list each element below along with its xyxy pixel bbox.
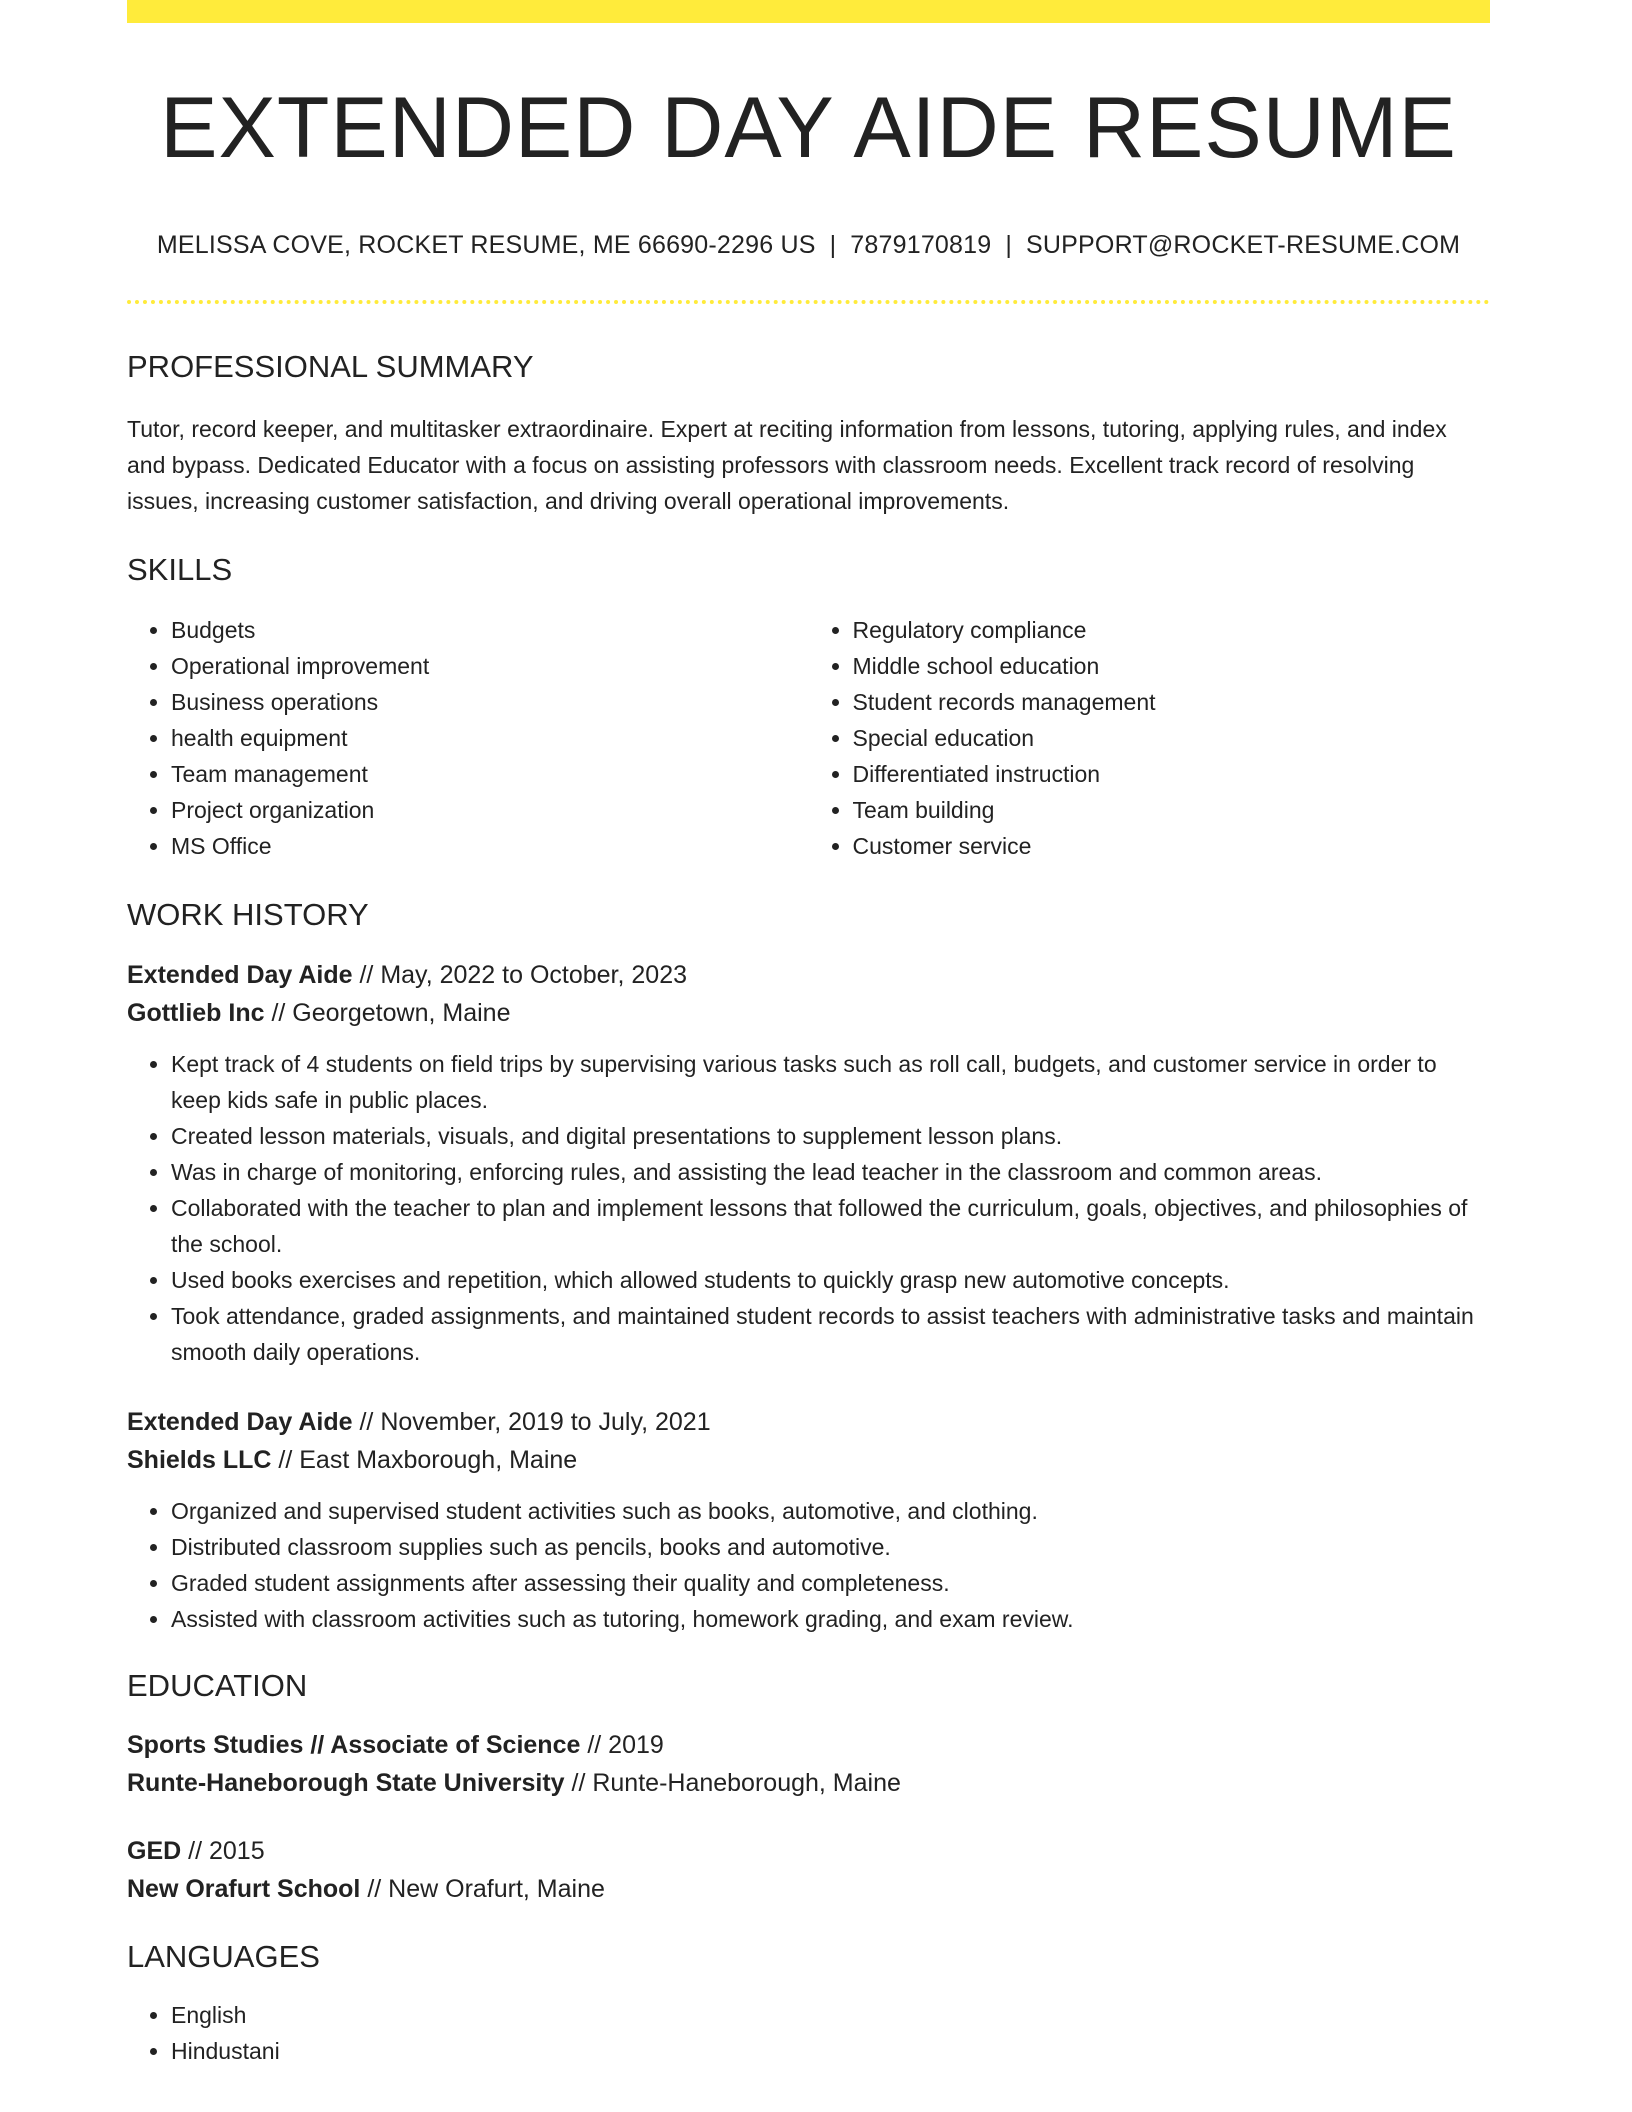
skill-item: • Special education	[853, 720, 1491, 756]
language-item: • Hindustani	[171, 2033, 1490, 2069]
summary-heading: PROFESSIONAL SUMMARY	[127, 349, 534, 384]
job-location: // East Maxborough, Maine	[278, 1445, 578, 1474]
job-company-line	[127, 1441, 1490, 1479]
job-location: // Georgetown, Maine	[271, 998, 511, 1027]
education-location: // New Orafurt, Maine	[367, 1874, 605, 1903]
work-history-heading: WORK HISTORY	[127, 897, 369, 933]
resume-page	[127, 0, 1490, 2069]
education-school-line	[127, 1870, 1490, 1908]
skill-item: • Project organization	[171, 792, 809, 828]
education-year: // 2015	[188, 1836, 265, 1865]
skills-heading: SKILLS	[127, 552, 233, 588]
contact-separator: |	[829, 231, 837, 259]
education-degree-line	[127, 1832, 1490, 1870]
responsibility-item: • Took attendance, graded assignments, and maintained student records to assist teachers with administrative tasks and maintain smooth daily operations.	[171, 1298, 1490, 1370]
responsibility-item: • Organized and supervised student activities such as books, automotive, and clothing.	[171, 1493, 1490, 1529]
job-dates: // May, 2022 to October, 2023	[359, 960, 687, 989]
accent-top-bar	[127, 0, 1490, 23]
responsibility-item: • Created lesson materials, visuals, and digital presentations to supplement lesson plans.	[171, 1118, 1490, 1154]
resume-title: EXTENDED DAY AIDE RESUME	[160, 80, 1457, 176]
languages-list	[127, 1997, 1490, 2069]
education-entry	[127, 1832, 1490, 1908]
summary-text: Tutor, record keeper, and multitasker extraordinaire. Expert at reciting information from lessons, tutoring, applying rules, and index and bypass. Dedicated Educator with a focus on assisting professors with classroom needs. Excellent track record of resolving issues, increasing customer satisfaction, and driving overall operational improvements.	[127, 416, 1447, 515]
contact-email: SUPPORT@ROCKET-RESUME.COM	[1026, 231, 1461, 259]
dotted-divider	[127, 300, 1490, 304]
skill-item: • health equipment	[171, 720, 809, 756]
responsibility-item: • Graded student assignments after assessing their quality and completeness.	[171, 1565, 1490, 1601]
job-title: Extended Day Aide	[127, 1407, 353, 1436]
job-title-line	[127, 956, 1490, 994]
skill-item: • Differentiated instruction	[853, 756, 1491, 792]
job-title: Extended Day Aide	[127, 960, 353, 989]
contact-separator: |	[1005, 231, 1013, 259]
responsibility-item: • Assisted with classroom activities such as tutoring, homework grading, and exam review.	[171, 1601, 1490, 1637]
skill-item: • Business operations	[171, 684, 809, 720]
responsibility-item: • Collaborated with the teacher to plan and implement lessons that followed the curriculum, goals, objectives, and philosophies of the school.	[171, 1190, 1490, 1262]
education-heading: EDUCATION	[127, 1667, 308, 1703]
job-entry	[127, 1403, 1490, 1637]
responsibility-item: • Was in charge of monitoring, enforcing rules, and assisting the lead teacher in the classroom and common areas.	[171, 1154, 1490, 1190]
skill-item: • Regulatory compliance	[853, 612, 1491, 648]
job-company: Gottlieb Inc	[127, 998, 265, 1027]
responsibility-item: • Distributed classroom supplies such as pencils, books and automotive.	[171, 1529, 1490, 1565]
skill-item: • Team building	[853, 792, 1491, 828]
responsibility-item: • Used books exercises and repetition, which allowed students to quickly grasp new automotive concepts.	[171, 1262, 1490, 1298]
education-degree: Sports Studies // Associate of Science	[127, 1730, 581, 1759]
education-degree: GED	[127, 1836, 182, 1865]
skill-item: • Middle school education	[853, 648, 1491, 684]
contact-phone: 7879170819	[850, 231, 992, 259]
education-year: // 2019	[587, 1730, 664, 1759]
education-school: Runte-Haneborough State University	[127, 1768, 565, 1797]
skill-item: • Customer service	[853, 828, 1491, 864]
responsibility-item: • Kept track of 4 students on field trips by supervising various tasks such as roll call, budgets, and customer service in order to keep kids safe in public places.	[171, 1046, 1490, 1118]
languages-heading: LANGUAGES	[127, 1938, 320, 1974]
education-location: // Runte-Haneborough, Maine	[571, 1768, 901, 1797]
job-dates: // November, 2019 to July, 2021	[359, 1407, 711, 1436]
education-degree-line	[127, 1726, 1490, 1764]
language-item: • English	[171, 1997, 1490, 2033]
job-company: Shields LLC	[127, 1445, 272, 1474]
skill-item: • Budgets	[171, 612, 809, 648]
job-entry	[127, 956, 1490, 1370]
job-responsibilities	[127, 1046, 1490, 1370]
skill-item: • MS Office	[171, 828, 809, 864]
contact-address: MELISSA COVE, ROCKET RESUME, ME 66690-2296 US	[156, 231, 816, 259]
skill-item: • Operational improvement	[171, 648, 809, 684]
skills-column-right	[809, 612, 1491, 864]
job-responsibilities	[127, 1493, 1490, 1637]
job-title-line	[127, 1403, 1490, 1441]
job-company-line	[127, 994, 1490, 1032]
education-entry	[127, 1726, 1490, 1802]
education-school-line	[127, 1764, 1490, 1802]
skills-list	[127, 612, 1490, 864]
contact-line	[127, 231, 1490, 260]
education-school: New Orafurt School	[127, 1874, 361, 1903]
skills-column-left	[127, 612, 809, 864]
skill-item: • Student records management	[853, 684, 1491, 720]
skill-item: • Team management	[171, 756, 809, 792]
